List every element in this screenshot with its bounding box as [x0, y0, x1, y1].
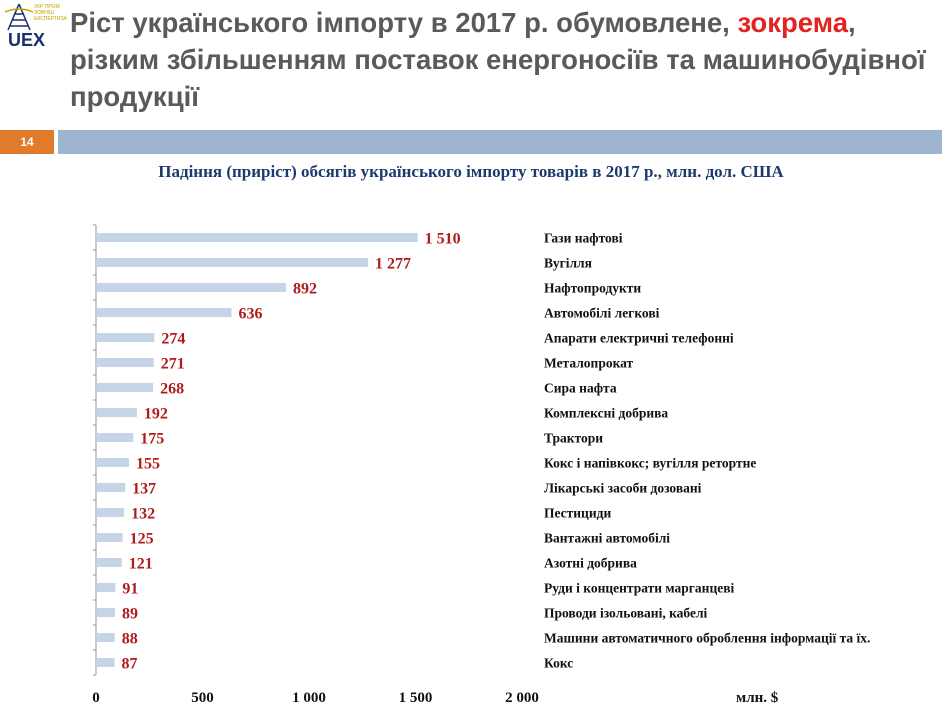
bar — [97, 383, 153, 392]
bar-value-label: 1 510 — [424, 230, 461, 248]
category-label: Апарати електричні телефонні — [544, 330, 734, 346]
bar — [97, 558, 122, 567]
bar-value-label: 636 — [238, 305, 263, 323]
category-label: Нафтопродукти — [544, 280, 642, 296]
bar-value-label: 88 — [121, 630, 138, 648]
bar-value-label: 892 — [292, 280, 317, 298]
category-label: Пестициди — [544, 505, 612, 521]
slide-title-accent: зокрема — [737, 7, 848, 38]
x-tick-label: 2 000 — [505, 690, 539, 706]
bar — [97, 308, 231, 317]
slide-title-part: Ріст українського імпорту в 2017 р. обумовлене, — [70, 7, 738, 38]
category-label: Гази нафтові — [544, 230, 623, 246]
category-label: Проводи ізольовані, кабелі — [544, 605, 708, 621]
bar — [97, 433, 133, 442]
bar-value-label: 91 — [122, 580, 139, 598]
category-label: Вугілля — [544, 255, 592, 271]
category-label: Азотні добрива — [544, 555, 637, 571]
category-label: Кокс і напівкокс; вугілля ретортне — [544, 455, 757, 471]
bar — [97, 583, 115, 592]
category-label: Лікарські засоби дозовані — [544, 480, 702, 496]
bar-value-label: 192 — [143, 405, 168, 423]
category-label: Трактори — [544, 430, 604, 446]
logo-text: UEX — [8, 30, 46, 50]
bar-value-label: 175 — [140, 430, 165, 448]
category-label: Сира нафта — [544, 380, 617, 396]
bar — [97, 458, 129, 467]
logo-subtitle: УКР ПРОМ ЗОВНІШ ЕКСПЕРТИЗА — [34, 4, 67, 22]
category-label: Комплексні добрива — [544, 405, 669, 421]
bar — [97, 358, 154, 367]
x-axis-label: млн. $ — [736, 690, 779, 706]
slide-title-part: , різким збільшенням поставок енергоносіїв та машинобудівної продукції — [70, 7, 926, 112]
bar — [97, 533, 123, 542]
bar — [97, 283, 286, 292]
bar-value-label: 132 — [131, 505, 156, 523]
bar — [97, 633, 115, 642]
bar — [97, 333, 154, 342]
bar-value-label: 155 — [136, 455, 161, 473]
bar-value-label: 125 — [129, 530, 154, 548]
bar-value-label: 87 — [121, 655, 138, 673]
bar — [97, 408, 137, 417]
bar — [97, 483, 125, 492]
bar-value-label: 271 — [160, 355, 185, 373]
category-label: Вантажні автомобілі — [544, 530, 671, 546]
bar — [97, 233, 418, 242]
bar-value-label: 137 — [132, 480, 157, 498]
x-tick-label: 0 — [92, 690, 100, 706]
bar — [97, 508, 124, 517]
category-label: Кокс — [544, 655, 574, 671]
bar — [97, 658, 115, 667]
bar — [97, 608, 115, 617]
x-tick-label: 1 000 — [292, 690, 326, 706]
bar-value-label: 1 277 — [375, 255, 412, 273]
bar-value-label: 121 — [128, 555, 153, 573]
chart-title: Падіння (приріст) обсягів українського імпорту товарів в 2017 р., млн. дол. США — [158, 162, 784, 181]
bar-value-label: 268 — [160, 380, 185, 398]
category-label: Металопрокат — [544, 355, 634, 371]
slide-number: 14 — [0, 130, 54, 154]
bar-value-label: 274 — [161, 330, 186, 348]
bar-value-label: 89 — [121, 605, 138, 623]
category-label: Руди і концентрати марганцеві — [544, 580, 735, 596]
category-label: Машини автоматичного оброблення інформації та їх. — [544, 630, 871, 646]
x-tick-label: 1 500 — [398, 690, 433, 706]
x-tick-label: 500 — [191, 690, 214, 706]
category-label: Автомобілі легкові — [544, 305, 660, 321]
bar — [97, 258, 368, 267]
